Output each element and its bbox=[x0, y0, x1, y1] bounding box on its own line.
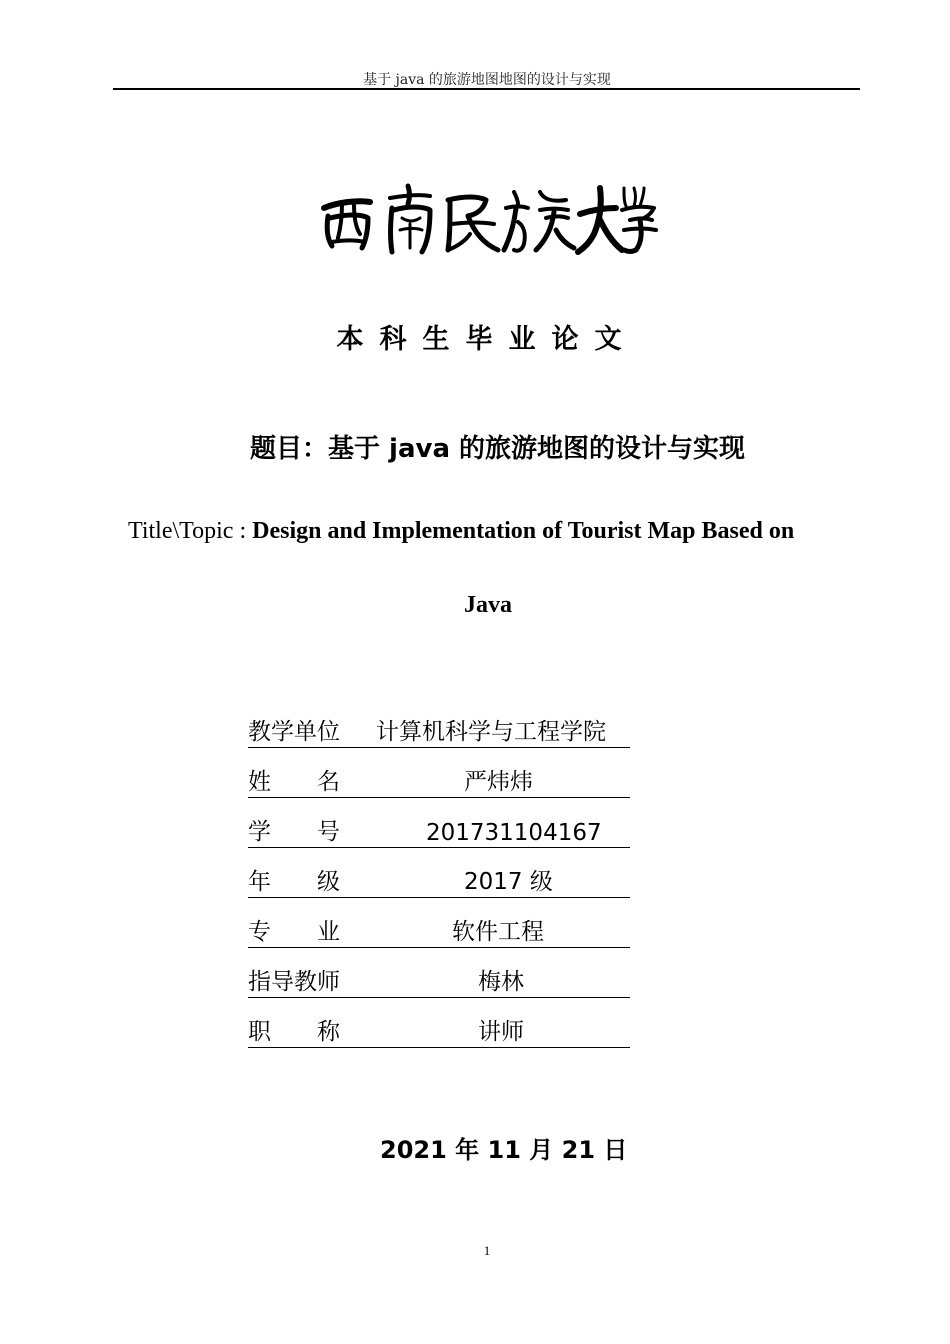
info-key: 职 称 bbox=[248, 1019, 340, 1045]
title-value-line2: Java bbox=[464, 592, 512, 618]
document-type-heading: 本科生毕业论文 bbox=[336, 324, 638, 355]
header-rule bbox=[113, 88, 860, 90]
info-value: 梅林 bbox=[478, 969, 524, 995]
info-row-title bbox=[248, 1011, 630, 1048]
university-logo bbox=[318, 178, 658, 258]
info-row-advisor bbox=[248, 961, 630, 998]
submission-date: 2021 年 11 月 21 日 bbox=[380, 1136, 628, 1164]
info-row-grade bbox=[248, 861, 630, 898]
info-value: 软件工程 bbox=[452, 919, 544, 945]
info-row-major bbox=[248, 911, 630, 948]
student-info-table bbox=[248, 711, 630, 1061]
info-value: 讲师 bbox=[478, 1019, 524, 1045]
title-value-line1: Design and Implementation of Tourist Map Based on bbox=[252, 518, 795, 544]
title-label: Title\Topic : bbox=[128, 518, 253, 544]
info-key: 教学单位 bbox=[248, 719, 340, 745]
info-value: 201731104167 bbox=[426, 820, 602, 846]
info-row-student-id bbox=[248, 811, 630, 848]
info-key: 学 号 bbox=[248, 819, 340, 845]
info-key: 专 业 bbox=[248, 919, 340, 945]
info-row-department bbox=[248, 711, 630, 748]
info-value: 严炜炜 bbox=[464, 769, 533, 795]
info-key: 姓 名 bbox=[248, 769, 340, 795]
info-row-name bbox=[248, 761, 630, 798]
thesis-title-chinese: 题目：基于 java 的旅游地图的设计与实现 bbox=[250, 434, 746, 464]
info-key: 年 级 bbox=[248, 869, 340, 895]
running-header: 基于 java 的旅游地图地图的设计与实现 bbox=[363, 72, 611, 88]
page-number: 1 bbox=[483, 1243, 491, 1258]
info-key: 指导教师 bbox=[248, 969, 340, 995]
info-value: 计算机科学与工程学院 bbox=[376, 719, 606, 745]
info-value: 2017 级 bbox=[464, 869, 553, 895]
thesis-title-english bbox=[128, 494, 848, 642]
